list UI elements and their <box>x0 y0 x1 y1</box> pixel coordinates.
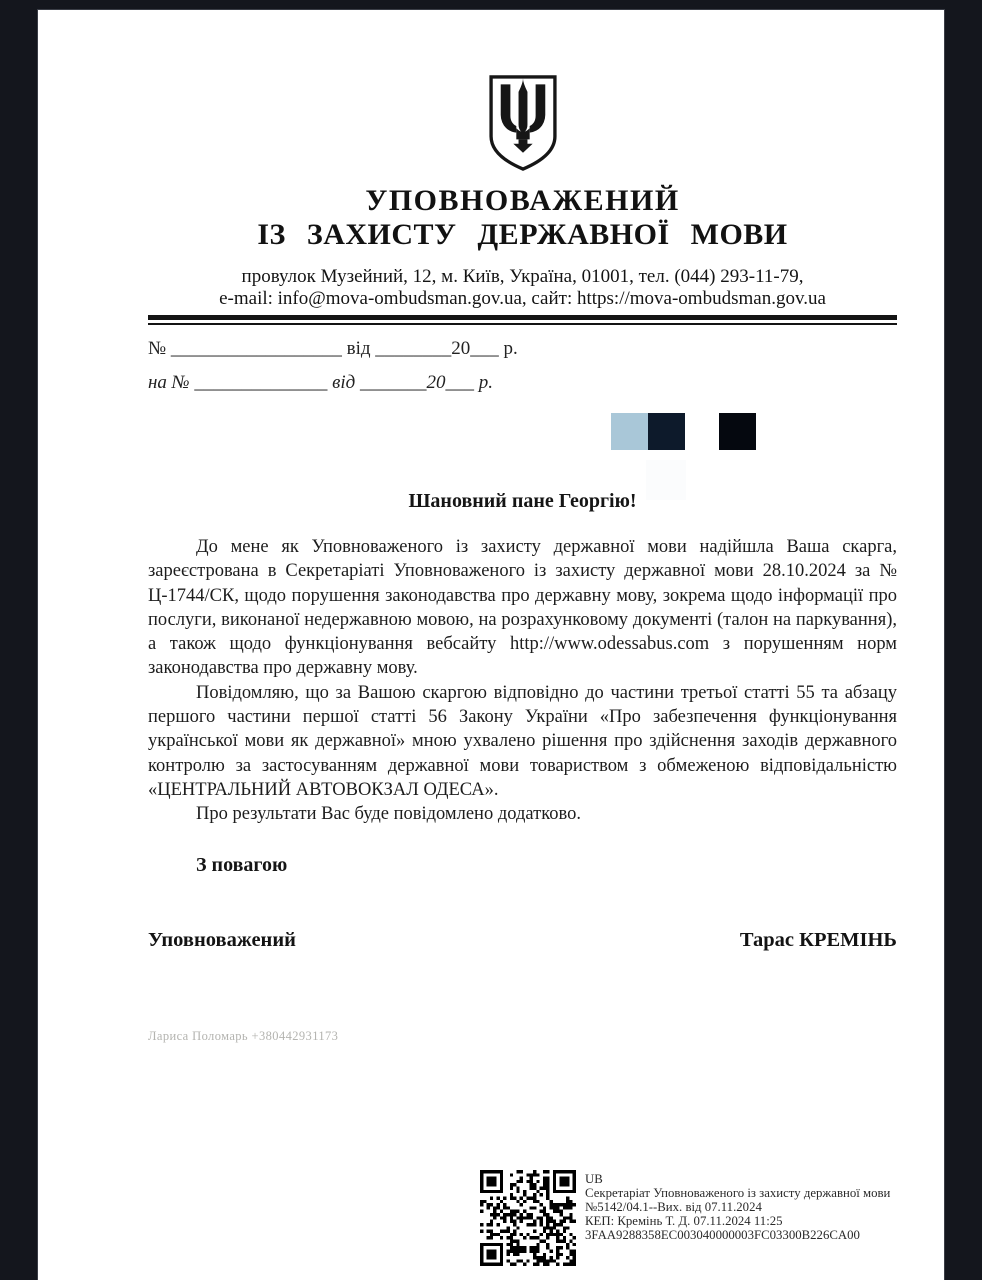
redaction-square-black <box>719 413 756 450</box>
redaction-square-ghost <box>646 460 686 500</box>
org-address-line2: e-mail: info@mova-ombudsman.gov.ua, сайт: https://mova-ombudsman.gov.ua <box>219 288 826 309</box>
body-paragraph-1: До мене як Уповноваженого із захисту державної мови надійшла Ваша скарга, зареєстрована в Секретаріаті Уповноваженого із захисту державної мови 28.10.2024 за № Ц-1744/СК, щодо порушення законодавства про державну мову, зокрема щодо інформації про послуги, виконаної недержавною мовою, на розрахунковому документі (талон на паркування), а також щодо функціонування вебсайту http://www.odessabus.com з порушенням норм законодавства про державну мову. <box>148 537 897 679</box>
document-content <box>38 74 944 953</box>
reference-number-line: № __________________ від ________20___ р. <box>148 338 518 359</box>
body-paragraph-3: Про результати Вас буде повідомлено додатково. <box>196 804 581 825</box>
header-divider <box>148 315 897 325</box>
stamp-text-line1: UB <box>585 1172 603 1186</box>
closing-phrase: З повагою <box>196 853 288 876</box>
assistant-contact: Лариса Поломарь +380442931173 <box>148 1029 339 1043</box>
org-address-line1: провулок Музейний, 12, м. Київ, Україна, 01001, тел. (044) 293-11-79, <box>241 266 804 287</box>
redaction-square-light-blue <box>611 413 648 450</box>
signature-stamp <box>480 1170 890 1266</box>
stamp-text-line2: Секретаріат Уповноваженого із захисту державної мови <box>585 1185 891 1200</box>
stamp-text-line3: №5142/04.1--Вих. від 07.11.2024 <box>585 1199 762 1214</box>
signature-row <box>148 927 897 953</box>
redaction-square-dark-navy <box>648 413 685 450</box>
stamp-text-line4: КЕП: Кремінь Т. Д. 07.11.2024 11:25 <box>585 1213 783 1228</box>
ukraine-trident-emblem-icon <box>484 74 562 172</box>
stamp-text <box>585 1170 890 1266</box>
stamp-text-line5: 3FAA9288358EC003040000003FC03300B226CA00 <box>585 1227 860 1242</box>
body-paragraph-2: Повідомляю, що за Вашою скаргою відповідно до частини третьої статті 55 та абзацу першого частини першої статті 56 Закону України «Про забезпечення функціонування української мови як державної» мною ухвалено рішення про здійснення заходів державного контролю за застосуванням державної мови товариством з обмеженою відповідальністю «ЦЕНТРАЛЬНИЙ АВТОВОКЗАЛ ОДЕСА». <box>148 682 897 800</box>
signer-title: Уповноважений <box>148 928 296 951</box>
reference-block <box>148 332 897 399</box>
org-title-line2: ІЗ ЗАХИСТУ ДЕРЖАВНОЇ МОВИ <box>257 218 788 251</box>
org-address <box>148 266 897 310</box>
document-page <box>38 10 944 1280</box>
qr-code-icon <box>480 1170 576 1266</box>
signer-name: Тарас КРЕМІНЬ <box>739 928 897 951</box>
salutation: Шановний пане Георгію! <box>408 490 637 512</box>
reference-reply-line: на № ______________ від _______20___ р. <box>148 372 493 393</box>
org-title-line1: УПОВНОВАЖЕНИЙ <box>365 184 680 217</box>
